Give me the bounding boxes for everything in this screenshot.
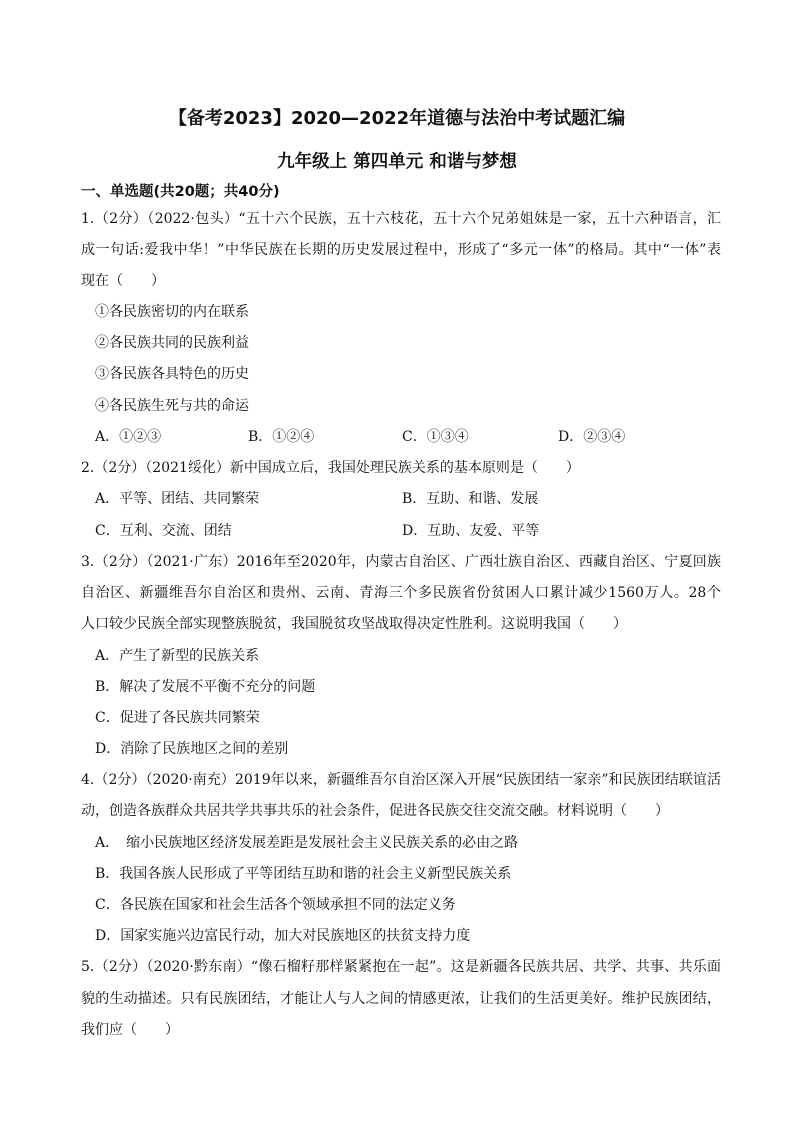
option-a[interactable]: A．产生了新型的民族关系 <box>95 648 260 664</box>
option-a[interactable]: A． 缩小民族地区经济发展差距是发展社会主义民族关系的必由之路 <box>95 835 519 851</box>
option-a[interactable]: A．平等、团结、共同繁荣 <box>95 491 260 507</box>
option-c[interactable]: C．互利、交流、团结 <box>95 523 232 539</box>
option-c[interactable]: C．①③④ <box>402 429 469 445</box>
question-stem-line: 人口较少民族全部实现整族脱贫，我国脱贫攻坚战取得决定性胜利。这说明我国（ ） <box>81 616 627 632</box>
option-d[interactable]: D．②③④ <box>558 429 626 445</box>
question-stem-line: 动，创造各族群众共居共学共事共乐的社会条件，促进各民族交往交流交融。材料说明（ ） <box>81 803 669 819</box>
question-stem-line: 我们应（ ） <box>81 1022 179 1038</box>
option-c[interactable]: C．各民族在国家和社会生活各个领域承担不同的法定义务 <box>95 897 456 913</box>
question-stem-line: 4.（2分）（2020·南充）2019年以来，新疆维吾尔自治区深入开展“民族团结一家亲”和民族团结联谊活 <box>81 772 721 788</box>
statement-item: ②各民族共同的民族利益 <box>95 335 249 351</box>
option-b[interactable]: B．①②④ <box>248 429 315 445</box>
document-title: 【备考2023】2020—2022年道德与法治中考试题汇编 <box>168 108 626 129</box>
option-b[interactable]: B．互助、和谐、发展 <box>402 491 539 507</box>
question-stem-line: 1.（2分）（2022·包头）“五十六个民族，五十六枝花，五十六个兄弟姐妹是一家，五十六种语言，汇 <box>81 211 721 227</box>
statement-item: ③各民族各具特色的历史 <box>95 366 249 382</box>
document-subtitle: 九年级上 第四单元 和谐与梦想 <box>277 152 517 172</box>
question-stem-line: 貌的生动描述。只有民族团结，才能让人与人之间的情感更浓，让我们的生活更美好。维护民族团结， <box>81 991 721 1007</box>
question-stem-line: 2.（2分）（2021绥化）新中国成立后，我国处理民族关系的基本原则是（ ） <box>81 460 580 476</box>
statement-item: ①各民族密切的内在联系 <box>95 304 249 320</box>
question-stem-line: 3.（2分）（2021·广东）2016年至2020年，内蒙古自治区、广西壮族自治区、西藏自治区、宁夏回族 <box>81 554 721 570</box>
question-stem-line: 自治区、新疆维吾尔自治区和贵州、云南、青海三个多民族省份贫困人口累计减少1560万人。28个 <box>81 585 721 601</box>
option-b[interactable]: B．我国各族人民形成了平等团结互助和谐的社会主义新型民族关系 <box>95 866 512 882</box>
option-d[interactable]: D．国家实施兴边富民行动，加大对民族地区的扶贫支持力度 <box>95 928 471 944</box>
statement-item: ④各民族生死与共的命运 <box>95 398 249 414</box>
section-heading: 一、单选题(共20题；共40分) <box>81 184 280 200</box>
question-stem-line: 5.（2分）（2020·黔东南）“像石榴籽那样紧紧抱在一起”。这是新疆各民族共居、共学、共事、共乐面 <box>81 959 721 975</box>
option-d[interactable]: D．消除了民族地区之间的差别 <box>95 741 289 757</box>
option-c[interactable]: C．促进了各民族共同繁荣 <box>95 710 260 726</box>
option-d[interactable]: D．互助、友爱、平等 <box>402 523 540 539</box>
question-stem-line: 现在（ ） <box>81 273 165 289</box>
option-a[interactable]: A．①②③ <box>95 429 162 445</box>
question-stem-line: 成一句话:爱我中华！”中华民族在长期的历史发展过程中，形成了“多元一体”的格局。其中“一体”表 <box>81 242 721 258</box>
option-b[interactable]: B．解决了发展不平衡不充分的问题 <box>95 679 316 695</box>
